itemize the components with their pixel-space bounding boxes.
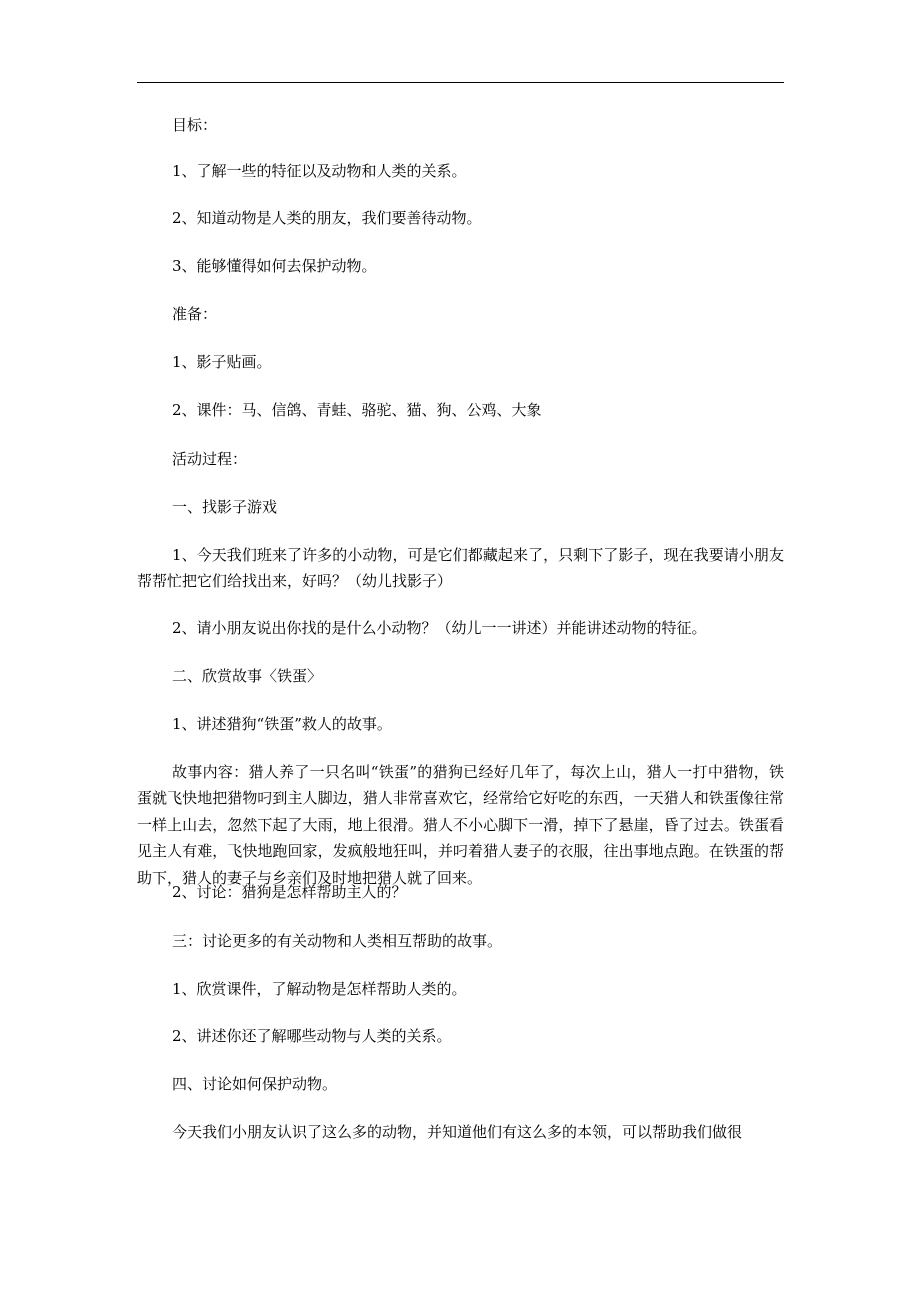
- section-3-step-2: 2、讲述你还了解哪些动物与人类的关系。: [172, 1027, 452, 1045]
- header-rule: [137, 82, 784, 83]
- section-1-title: 一、找影子游戏: [172, 498, 278, 516]
- heading-activity-process: 活动过程：: [172, 450, 248, 468]
- section-1-step-2: 2、请小朋友说出你找的是什么小动物？（幼儿一一讲述）并能讲述动物的特征。: [172, 619, 707, 637]
- goal-item-3: 3、能够懂得如何去保护动物。: [172, 257, 377, 275]
- heading-preparation: 准备：: [172, 305, 218, 323]
- section-1-step-1: 1、今天我们班来了许多的小动物，可是它们都藏起来了，只剩下了影子，现在我要请小朋友帮帮忙把它们给找出来，好吗？（幼儿找影子）: [137, 546, 784, 591]
- goal-item-1: 1、了解一些的特征以及动物和人类的关系。: [172, 162, 467, 180]
- section-3-step-1: 1、欣赏课件，了解动物是怎样帮助人类的。: [172, 980, 467, 998]
- goal-item-2: 2、知道动物是人类的朋友，我们要善待动物。: [172, 209, 482, 227]
- story-content: 故事内容：猎人养了一只名叫“铁蛋”的猎狗已经好几年了，每次上山，猎人一打中猎物，铁蛋就飞快地把猎物叼到主人脚边，猎人非常喜欢它，经常给它好吃的东西，一天猎人和铁蛋像往常一样上山去，忽然下起了大雨，地上很滑。猎人不小心脚下一滑，掉下了悬崖，昏了过去。铁蛋看见主人有难，飞快地跑回家，发疯般地狂叫，并叼着猎人妻子的衣服，往出事地点跑。在铁蛋的帮助下，猎人的妻子与乡亲们及时地把猎人就了回来。: [137, 763, 784, 887]
- section-3-title: 三：讨论更多的有关动物和人类相互帮助的故事。: [172, 932, 503, 950]
- section-2-step-2: 2、讨论：猎狗是怎样帮助主人的？: [172, 883, 407, 901]
- section-2-step-1: 1、讲述猎狗“铁蛋”救人的故事。: [172, 715, 392, 733]
- preparation-item-2: 2、课件：马、信鸽、青蛙、骆驼、猫、狗、公鸡、大象: [172, 401, 542, 419]
- section-2-title: 二、欣赏故事〈铁蛋〉: [172, 667, 323, 685]
- section-4-title: 四、讨论如何保护动物。: [172, 1075, 338, 1093]
- closing-paragraph: 今天我们小朋友认识了这么多的动物，并知道他们有这么多的本领，可以帮助我们做很: [172, 1123, 743, 1141]
- preparation-item-1: 1、影子贴画。: [172, 353, 272, 371]
- heading-goals: 目标：: [172, 116, 218, 134]
